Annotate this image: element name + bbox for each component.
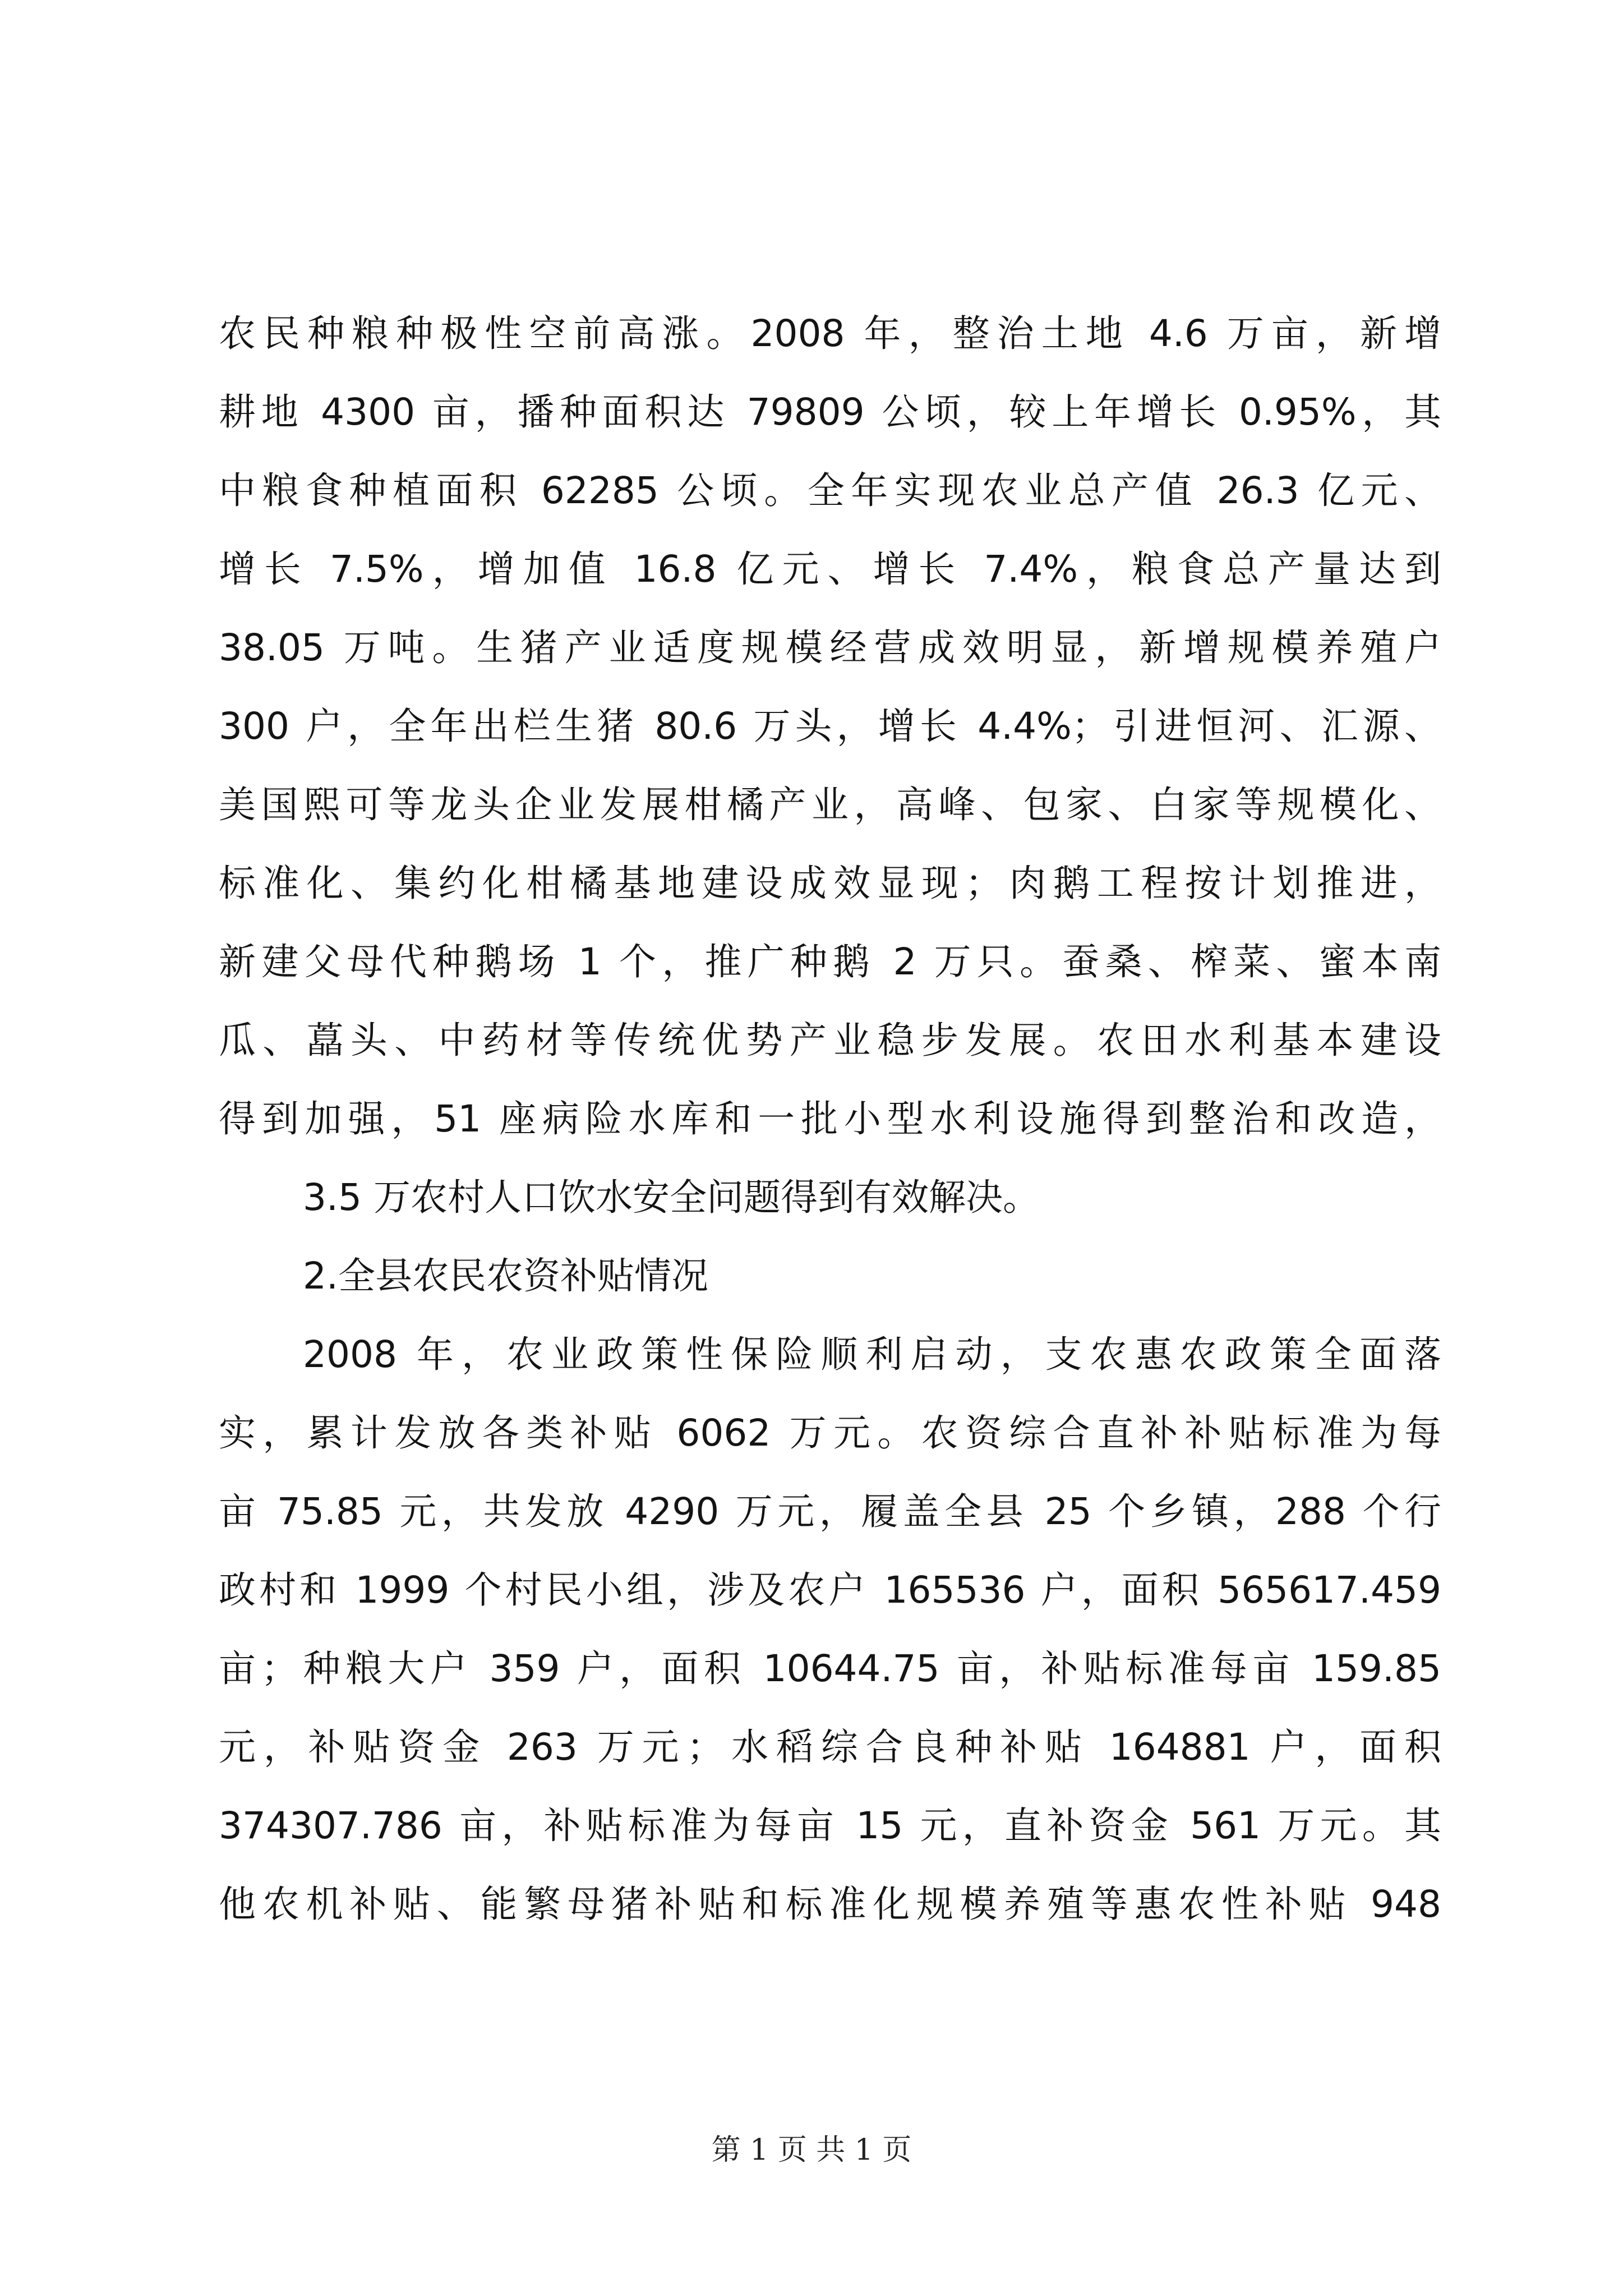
text-line: 得到加强，51 座病险水库和一批小型水利设施得到整治和改造， bbox=[219, 1097, 1441, 1140]
text-line: 增长 7.5%，增加值 16.8 亿元、增长 7.4%，粮食总产量达到 bbox=[219, 547, 1441, 591]
text-line: 中粮食种植面积 62285 公顷。全年实现农业总产值 26.3 亿元、 bbox=[219, 469, 1441, 512]
text-line: 标准化、集约化柑橘基地建设成效显现；肉鹅工程按计划推进， bbox=[219, 862, 1441, 905]
text-line: 亩 75.85 元，共发放 4290 万元，履盖全县 25 个乡镇，288 个行 bbox=[219, 1490, 1441, 1533]
text-line: 瓜、藠头、中药材等传统优势产业稳步发展。农田水利基本建设 bbox=[219, 1019, 1441, 1062]
text-line: 新建父母代种鹅场 1 个，推广种鹅 2 万只。蚕桑、榨菜、蜜本南 bbox=[219, 940, 1441, 983]
text-line: 300 户，全年出栏生猪 80.6 万头，增长 4.4%；引进恒河、汇源、 bbox=[219, 705, 1441, 748]
section-heading: 2.全县农民农资补贴情况 bbox=[303, 1254, 708, 1297]
text-line: 政村和 1999 个村民小组，涉及农户 165536 户，面积 565617.459 bbox=[219, 1568, 1441, 1612]
text-line: 374307.786 亩，补贴标准为每亩 15 元，直补资金 561 万元。其 bbox=[219, 1804, 1441, 1847]
page-number-footer: 第 1 页 共 1 页 bbox=[711, 2133, 912, 2167]
text-line: 38.05 万吨。生猪产业适度规模经营成效明显，新增规模养殖户 bbox=[219, 626, 1441, 669]
text-line: 实，累计发放各类补贴 6062 万元。农资综合直补补贴标准为每 bbox=[219, 1411, 1441, 1455]
text-line: 2008 年，农业政策性保险顺利启动，支农惠农政策全面落 bbox=[303, 1333, 1441, 1376]
text-line: 亩；种粮大户 359 户，面积 10644.75 亩，补贴标准每亩 159.85 bbox=[219, 1647, 1441, 1690]
text-line: 元，补贴资金 263 万元；水稻综合良种补贴 164881 户，面积 bbox=[219, 1726, 1441, 1769]
text-line: 3.5 万农村人口饮水安全问题得到有效解决。 bbox=[303, 1176, 1040, 1219]
text-line: 耕地 4300 亩，播种面积达 79809 公顷，较上年增长 0.95%，其 bbox=[219, 390, 1441, 434]
text-line: 他农机补贴、能繁母猪补贴和标准化规模养殖等惠农性补贴 948 bbox=[219, 1883, 1441, 1926]
text-line: 美国熙可等龙头企业发展柑橘产业，高峰、包家、白家等规模化、 bbox=[219, 783, 1441, 826]
text-line: 农民种粮种极性空前高涨。2008 年，整治土地 4.6 万亩，新增 bbox=[219, 312, 1441, 355]
